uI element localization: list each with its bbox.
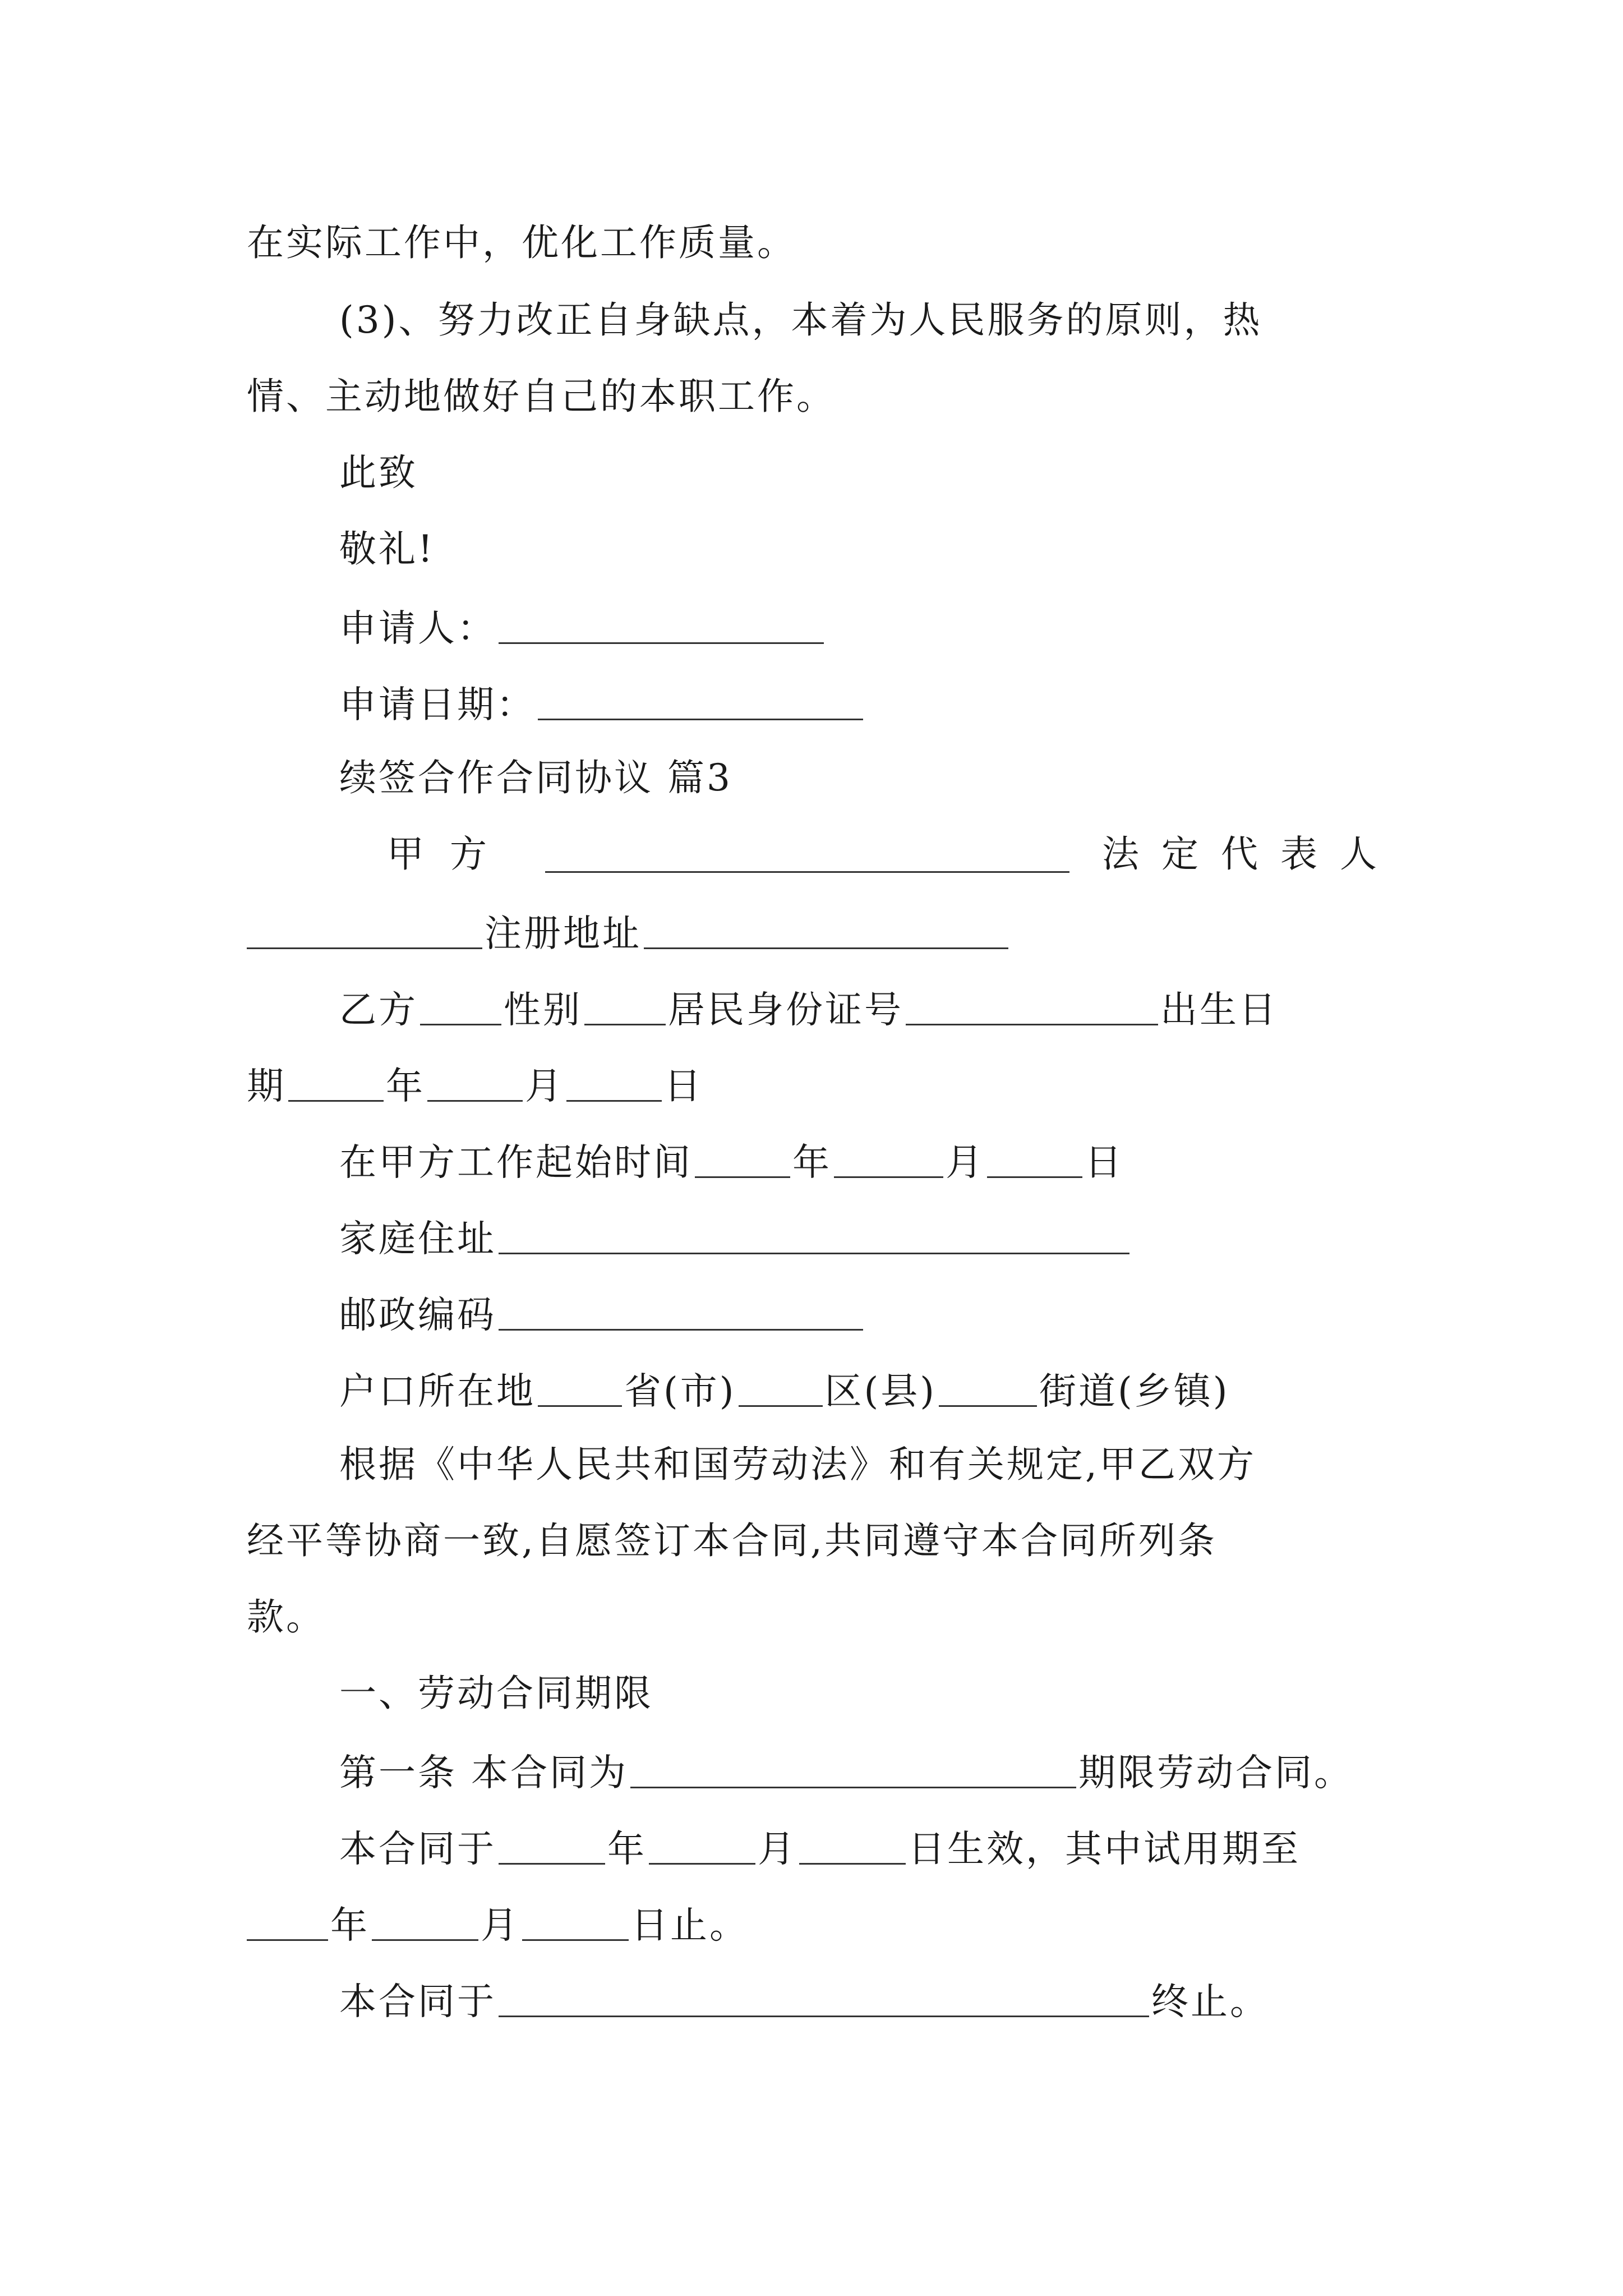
start-year-blank [695, 1141, 790, 1178]
postal-code-blank [499, 1294, 863, 1331]
effective-month-blank [649, 1828, 755, 1865]
applicant-label: 申请人： [339, 606, 496, 650]
article-one-line [339, 1751, 1353, 1795]
text: 年 [607, 1827, 647, 1871]
text: 月 [946, 1140, 985, 1184]
salutation-line [339, 527, 435, 570]
applicant-blank [499, 607, 824, 644]
birth-day-blank [566, 1065, 662, 1102]
postal-code-label: 邮政编码 [339, 1293, 496, 1337]
text-line [247, 1595, 325, 1639]
household-registration-label: 户口所在地 [339, 1369, 536, 1413]
birth-date-line [247, 1064, 703, 1108]
text-line [247, 375, 836, 418]
effective-year-blank [499, 1828, 605, 1865]
party-b-label: 乙方 [339, 988, 418, 1032]
party-a-blank [545, 836, 1069, 873]
termination-blank [499, 1980, 1149, 2017]
probation-end-line [247, 1903, 749, 1947]
application-date-blank [538, 683, 863, 720]
gender-label: 性别 [504, 988, 582, 1032]
text: 年 [330, 1903, 370, 1947]
text: 第一条 本合同为 [339, 1751, 628, 1795]
postal-code-line [339, 1293, 865, 1337]
text: 终止。 [1151, 1980, 1269, 2023]
text: (3)、努力改正自身缺点，本着为人民服务的原则，热 [339, 298, 1262, 342]
probation-year-blank [247, 1904, 328, 1941]
home-address-blank [499, 1217, 1129, 1254]
text: 本合同于 [339, 1980, 496, 2023]
registered-address-label: 注册地址 [485, 912, 642, 955]
section-heading [339, 1672, 653, 1715]
text: 续签合作合同协议 篇3 [339, 756, 732, 799]
district-blank [739, 1370, 823, 1407]
start-month-blank [834, 1141, 943, 1178]
termination-line [339, 1980, 1269, 2023]
text: 期 [247, 1064, 286, 1108]
party-a-line [387, 832, 1399, 876]
party-b-blank [420, 988, 501, 1025]
home-address-label: 家庭住址 [339, 1217, 496, 1260]
text: 敬礼! [339, 527, 435, 570]
text: 日 [664, 1064, 703, 1108]
text: 年 [792, 1140, 832, 1184]
home-address-line [339, 1217, 1132, 1260]
text: 经平等协商一致,自愿签订本合同,共同遵守本合同所列条 [247, 1519, 1217, 1562]
birth-year-blank [288, 1065, 384, 1102]
applicant-line [339, 606, 826, 650]
text: 一、劳动合同期限 [339, 1672, 653, 1715]
text: 期限劳动合同。 [1078, 1751, 1353, 1795]
application-date-line [339, 683, 865, 726]
text: 月 [525, 1064, 564, 1108]
registered-address-blank [644, 912, 1008, 949]
text: 根据《中华人民共和国劳动法》和有关规定,甲乙双方 [339, 1443, 1256, 1486]
text: 本合同于 [339, 1827, 496, 1871]
household-registration-line [339, 1369, 1230, 1413]
text: 此致 [339, 451, 418, 494]
text: 月 [758, 1827, 797, 1871]
application-date-label: 申请日期： [339, 683, 536, 726]
start-date-line [339, 1140, 1124, 1184]
registered-address-line [247, 912, 1011, 955]
street-blank [939, 1370, 1037, 1407]
text: 日生效，其中试用期至 [908, 1827, 1301, 1871]
birth-month-blank [427, 1065, 523, 1102]
text-line [247, 1519, 1217, 1562]
party-b-line [339, 988, 1278, 1032]
text: 日 [1085, 1140, 1124, 1184]
effective-day-blank [799, 1828, 906, 1865]
text-line [339, 298, 1262, 342]
text: 省(市) [624, 1369, 736, 1413]
probation-month-blank [372, 1904, 478, 1941]
text: 年 [386, 1064, 425, 1108]
text: 月 [481, 1903, 520, 1947]
closing-line [339, 451, 418, 494]
start-date-label: 在甲方工作起始时间 [339, 1140, 693, 1184]
legal-representative-label: 法定代表人 [1102, 832, 1399, 876]
text-line [339, 1443, 1256, 1486]
text: 区(县) [824, 1369, 937, 1413]
party-a-label: 甲方 [387, 832, 513, 876]
contract-type-blank [630, 1751, 1076, 1788]
text: 在实际工作中，优化工作质量。 [247, 221, 796, 264]
legal-representative-blank [247, 912, 482, 949]
text: 街道(乡镇) [1039, 1369, 1230, 1413]
start-day-blank [987, 1141, 1082, 1178]
province-blank [538, 1370, 622, 1407]
text: 日止。 [631, 1903, 749, 1947]
section-heading [339, 756, 732, 799]
id-number-label: 居民身份证号 [668, 988, 903, 1032]
gender-blank [584, 988, 666, 1025]
effective-date-line [339, 1827, 1301, 1871]
id-number-blank [906, 988, 1158, 1025]
text: 情、主动地做好自己的本职工作。 [247, 375, 836, 418]
text-line [247, 221, 796, 264]
birth-date-label: 出生日 [1160, 988, 1278, 1032]
text: 款。 [247, 1595, 325, 1639]
probation-day-blank [522, 1904, 629, 1941]
